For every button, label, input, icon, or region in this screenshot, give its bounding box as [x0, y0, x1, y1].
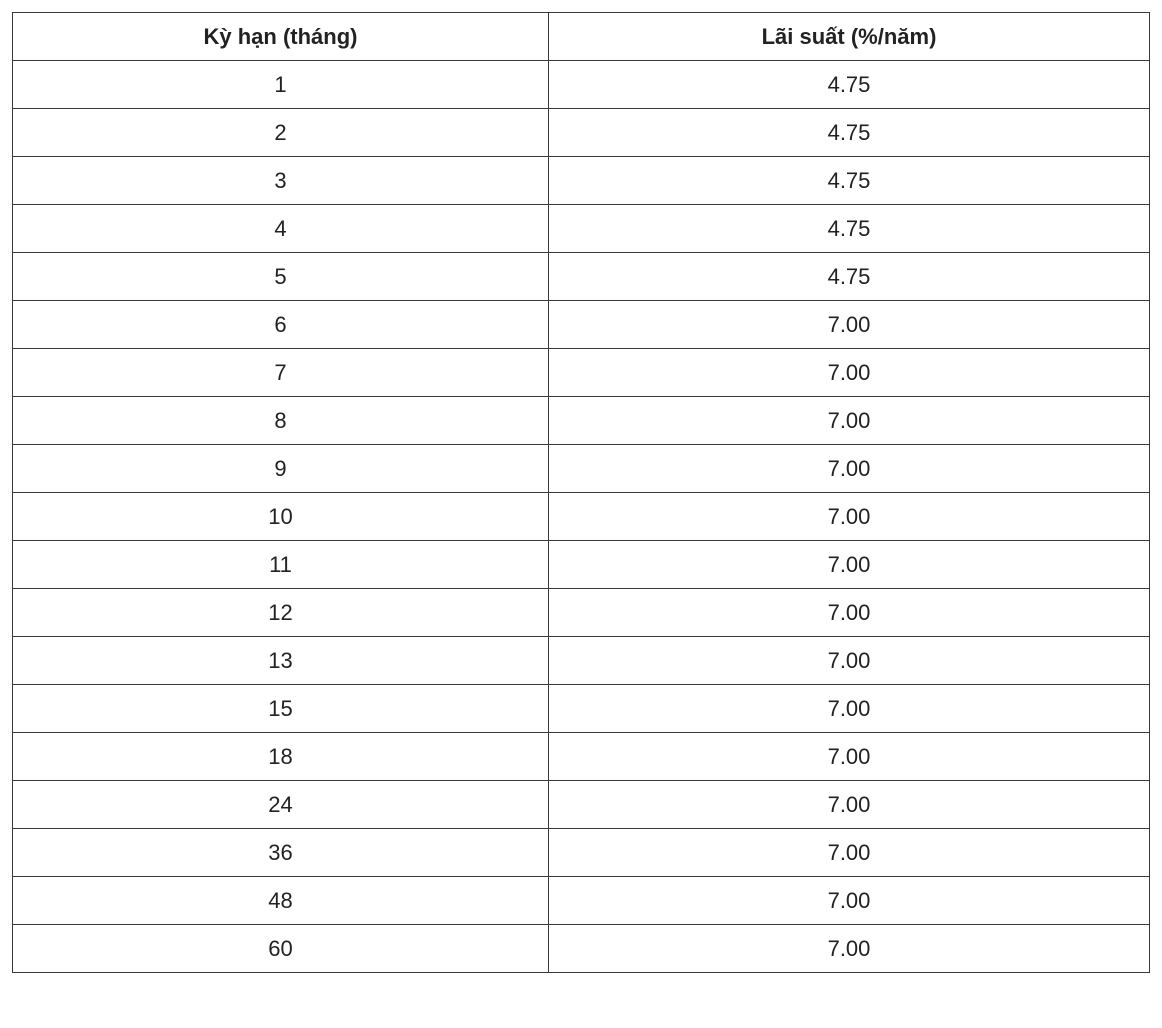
table-row — [13, 157, 1150, 205]
table-row — [13, 301, 1150, 349]
table-body — [13, 61, 1150, 973]
table-row — [13, 61, 1150, 109]
term-cell: 10 — [13, 493, 549, 541]
table-header — [13, 13, 1150, 61]
table-row — [13, 589, 1150, 637]
term-cell: 3 — [13, 157, 549, 205]
term-cell: 8 — [13, 397, 549, 445]
rate-cell: 7.00 — [549, 397, 1150, 445]
rate-cell: 7.00 — [549, 685, 1150, 733]
interest-rate-table — [12, 12, 1150, 973]
table-row — [13, 541, 1150, 589]
rate-cell: 7.00 — [549, 493, 1150, 541]
rate-cell: 7.00 — [549, 541, 1150, 589]
header-term-months: Kỳ hạn (tháng) — [13, 13, 549, 61]
table-row — [13, 445, 1150, 493]
term-cell: 18 — [13, 733, 549, 781]
term-cell: 1 — [13, 61, 549, 109]
rate-cell: 4.75 — [549, 109, 1150, 157]
header-interest-rate: Lãi suất (%/năm) — [549, 13, 1150, 61]
rate-cell: 7.00 — [549, 829, 1150, 877]
term-cell: 5 — [13, 253, 549, 301]
rate-cell: 7.00 — [549, 925, 1150, 973]
table-row — [13, 397, 1150, 445]
table-row — [13, 349, 1150, 397]
rate-cell: 4.75 — [549, 253, 1150, 301]
term-cell: 4 — [13, 205, 549, 253]
term-cell: 6 — [13, 301, 549, 349]
rate-cell: 7.00 — [549, 349, 1150, 397]
table-row — [13, 733, 1150, 781]
rate-cell: 7.00 — [549, 781, 1150, 829]
term-cell: 15 — [13, 685, 549, 733]
table-row — [13, 637, 1150, 685]
term-cell: 11 — [13, 541, 549, 589]
term-cell: 12 — [13, 589, 549, 637]
table-row — [13, 829, 1150, 877]
table-row — [13, 925, 1150, 973]
term-cell: 48 — [13, 877, 549, 925]
table-row — [13, 205, 1150, 253]
rate-cell: 4.75 — [549, 61, 1150, 109]
rate-cell: 7.00 — [549, 733, 1150, 781]
rate-cell: 4.75 — [549, 157, 1150, 205]
term-cell: 13 — [13, 637, 549, 685]
table-row — [13, 877, 1150, 925]
term-cell: 36 — [13, 829, 549, 877]
rate-cell: 7.00 — [549, 589, 1150, 637]
header-row — [13, 13, 1150, 61]
term-cell: 2 — [13, 109, 549, 157]
rate-cell: 7.00 — [549, 877, 1150, 925]
rate-cell: 7.00 — [549, 445, 1150, 493]
table-row — [13, 253, 1150, 301]
term-cell: 60 — [13, 925, 549, 973]
rate-cell: 4.75 — [549, 205, 1150, 253]
rate-cell: 7.00 — [549, 301, 1150, 349]
term-cell: 9 — [13, 445, 549, 493]
table-row — [13, 493, 1150, 541]
table-row — [13, 685, 1150, 733]
term-cell: 24 — [13, 781, 549, 829]
table-row — [13, 109, 1150, 157]
term-cell: 7 — [13, 349, 549, 397]
rate-cell: 7.00 — [549, 637, 1150, 685]
table-row — [13, 781, 1150, 829]
